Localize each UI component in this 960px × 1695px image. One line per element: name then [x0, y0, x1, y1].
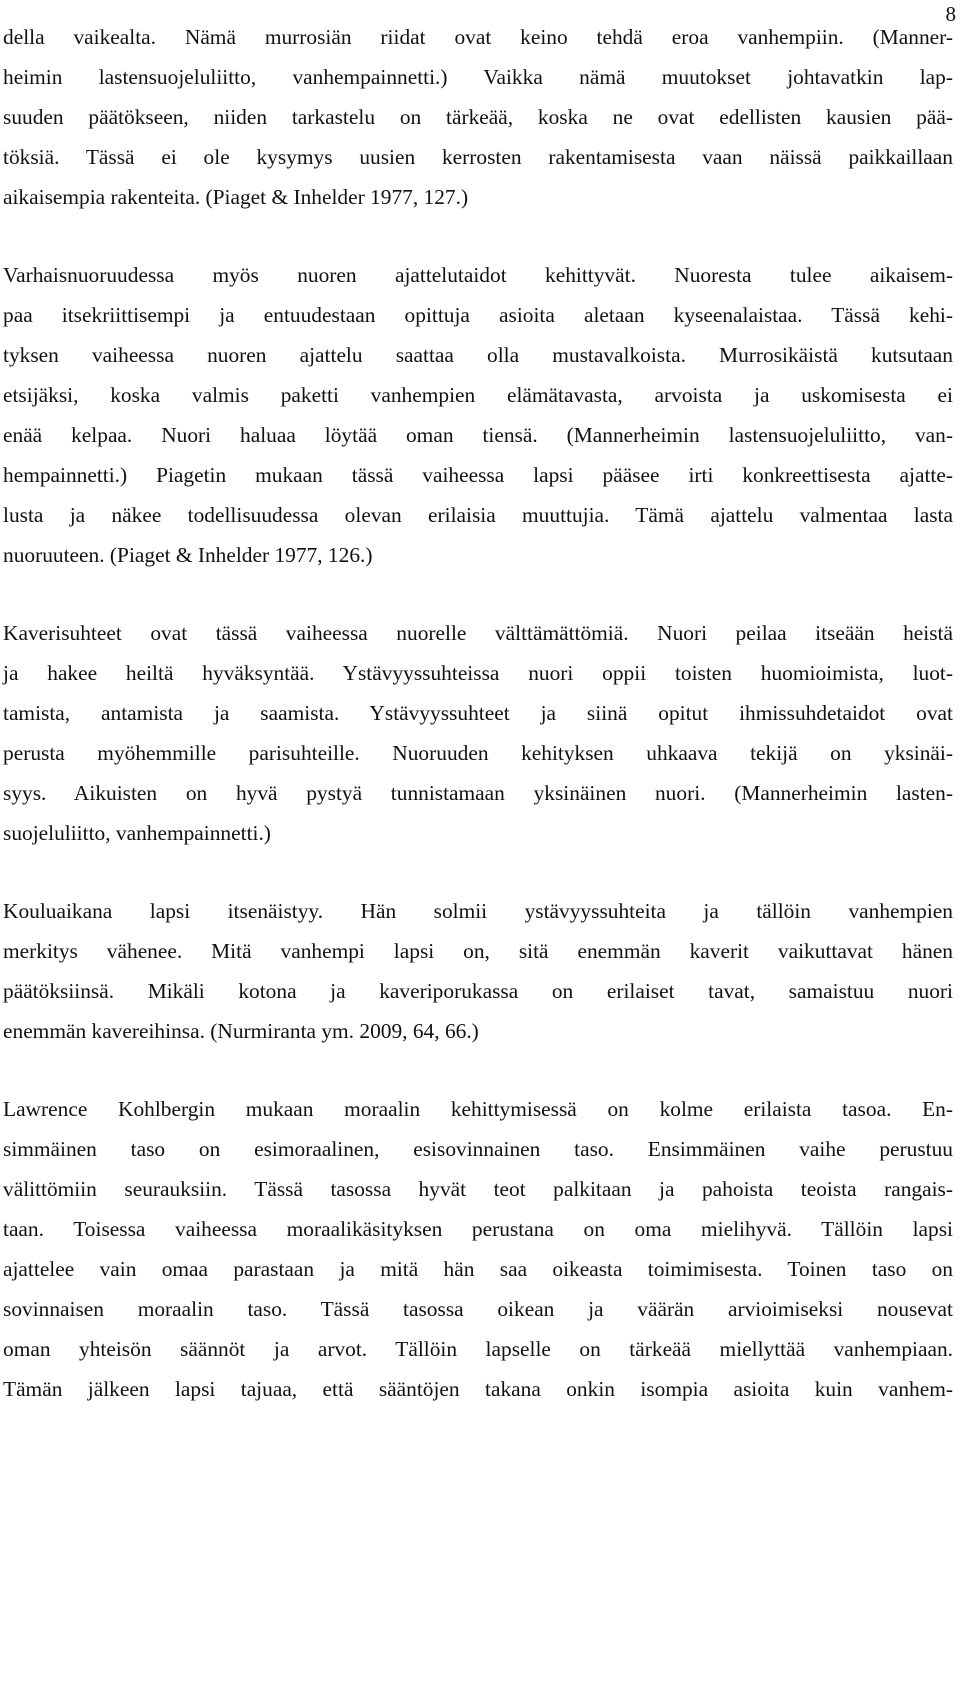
text-line: tyksen vaiheessa nuoren ajattelu saattaa olla mustavalkoista. Murrosikäistä kutsutaan: [3, 343, 953, 367]
text-line: heimin lastensuojeluliitto, vanhempainnetti.) Vaikka nämä muutokset johtavatkin lap-: [3, 65, 953, 89]
text-line: paa itsekriittisempi ja entuudestaan opittuja asioita aletaan kyseenalaistaa. Tässä kehi-: [3, 303, 953, 327]
text-line: hempainnetti.) Piagetin mukaan tässä vaiheessa lapsi pääsee irti konkreettisesta ajatte-: [3, 463, 953, 487]
text-line: della vaikealta. Nämä murrosiän riidat ovat keino tehdä eroa vanhempiin. (Manner-: [3, 25, 953, 49]
paragraph: [3, 891, 953, 1051]
paragraph-gap: [3, 1051, 953, 1089]
text-line: tamista, antamista ja saamista. Ystävyyssuhteet ja siinä opitut ihmissuhdetaidot ovat: [3, 701, 953, 725]
text-line: ajattelee vain omaa parastaan ja mitä hän saa oikeasta toimimisesta. Toinen taso on: [3, 1257, 953, 1281]
text-line: päätöksiinsä. Mikäli kotona ja kaveriporukassa on erilaiset tavat, samaistuu nuori: [3, 979, 953, 1003]
text-line: etsijäksi, koska valmis paketti vanhempien elämätavasta, arvoista ja uskomisesta ei: [3, 383, 953, 407]
text-line: Kaverisuhteet ovat tässä vaiheessa nuorelle välttämättömiä. Nuori peilaa itseään heistä: [3, 621, 953, 645]
text-line: syys. Aikuisten on hyvä pystyä tunnistamaan yksinäinen nuori. (Mannerheimin lasten-: [3, 781, 953, 805]
text-line: oman yhteisön säännöt ja arvot. Tällöin lapselle on tärkeää miellyttää vanhempiaan.: [3, 1337, 953, 1361]
text-line: perusta myöhemmille parisuhteille. Nuoruuden kehityksen uhkaava tekijä on yksinäi-: [3, 741, 953, 765]
text-line: nuoruuteen. (Piaget & Inhelder 1977, 126.): [3, 543, 373, 567]
body-text: [3, 17, 953, 1409]
text-line: Kouluaikana lapsi itsenäistyy. Hän solmii ystävyyssuhteita ja tällöin vanhempien: [3, 899, 953, 923]
paragraph-gap: [3, 217, 953, 255]
text-line: merkitys vähenee. Mitä vanhempi lapsi on, sitä enemmän kaverit vaikuttavat hänen: [3, 939, 953, 963]
text-line: suojeluliitto, vanhempainnetti.): [3, 821, 271, 845]
paragraph: [3, 613, 953, 853]
paragraph: [3, 17, 953, 217]
text-line: enää kelpaa. Nuori haluaa löytää oman tiensä. (Mannerheimin lastensuojeluliitto, van-: [3, 423, 953, 447]
text-line: Tämän jälkeen lapsi tajuaa, että sääntöjen takana onkin isompia asioita kuin vanhem-: [3, 1377, 953, 1401]
text-line: Lawrence Kohlbergin mukaan moraalin kehittymisessä on kolme erilaista tasoa. En-: [3, 1097, 953, 1121]
text-line: sovinnaisen moraalin taso. Tässä tasossa oikean ja väärän arvioimiseksi nousevat: [3, 1297, 953, 1321]
paragraph: [3, 255, 953, 575]
text-line: suuden päätökseen, niiden tarkastelu on tärkeää, koska ne ovat edellisten kausien pää-: [3, 105, 953, 129]
text-line: Varhaisnuoruudessa myös nuoren ajattelutaidot kehittyvät. Nuoresta tulee aikaisem-: [3, 263, 953, 287]
page-number: 8: [945, 2, 956, 26]
text-line: lusta ja näkee todellisuudessa olevan erilaisia muuttujia. Tämä ajattelu valmentaa lasta: [3, 503, 953, 527]
paragraph-gap: [3, 853, 953, 891]
text-line: ja hakee heiltä hyväksyntää. Ystävyyssuhteissa nuori oppii toisten huomioimista, luot-: [3, 661, 953, 685]
paragraph-gap: [3, 575, 953, 613]
text-line: simmäinen taso on esimoraalinen, esisovinnainen taso. Ensimmäinen vaihe perustuu: [3, 1137, 953, 1161]
text-line: enemmän kavereihinsa. (Nurmiranta ym. 2009, 64, 66.): [3, 1019, 479, 1043]
text-line: taan. Toisessa vaiheessa moraalikäsityksen perustana on oma mielihyvä. Tällöin lapsi: [3, 1217, 953, 1241]
paragraph: [3, 1089, 953, 1409]
text-line: töksiä. Tässä ei ole kysymys uusien kerrosten rakentamisesta vaan näissä paikkaillaan: [3, 145, 953, 169]
text-line: välittömiin seurauksiin. Tässä tasossa hyvät teot palkitaan ja pahoista teoista rangais-: [3, 1177, 953, 1201]
text-line: aikaisempia rakenteita. (Piaget & Inhelder 1977, 127.): [3, 185, 469, 209]
